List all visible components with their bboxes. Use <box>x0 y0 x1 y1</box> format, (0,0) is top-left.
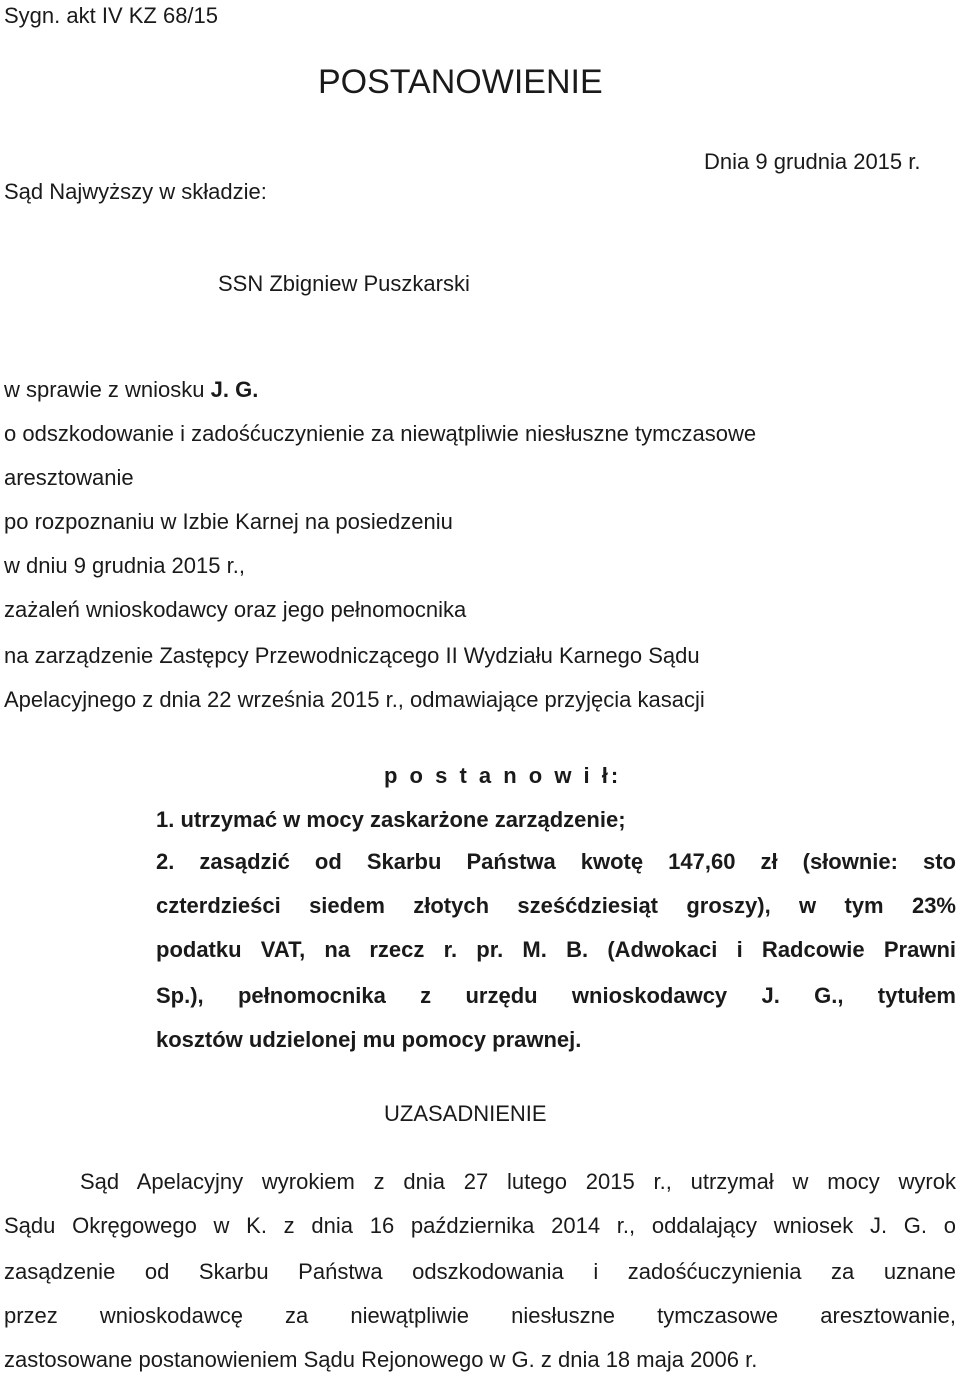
document-date: Dnia 9 grudnia 2015 r. <box>704 149 921 174</box>
justification-line-2: Sądu Okręgowego w K. z dnia 16 października 2014 r., oddalający wniosek J. G. o <box>4 1213 956 1238</box>
justification-line-5: zastosowane postanowieniem Sądu Rejonowego w G. z dnia 18 maja 2006 r. <box>4 1347 758 1372</box>
matter-line-4: po rozpoznaniu w Izbie Karnej na posiedzeniu <box>4 509 453 534</box>
matter-line-3: aresztowanie <box>4 465 134 490</box>
judge-name: SSN Zbigniew Puszkarski <box>218 271 470 296</box>
document-title: POSTANOWIENIE <box>318 63 603 101</box>
decision-item-2-line-1: 2. zasądzić od Skarbu Państwa kwotę 147,60 zł (słownie: sto <box>156 849 956 874</box>
justification-line-4: przez wnioskodawcę za niewątpliwie niesłuszne tymczasowe aresztowanie, <box>4 1303 956 1328</box>
court-composition-label: Sąd Najwyższy w składzie: <box>4 179 267 204</box>
applicant-name: J. G. <box>210 377 259 402</box>
justification-heading: UZASADNIENIE <box>384 1101 547 1126</box>
matter-line-5: w dniu 9 grudnia 2015 r., <box>4 553 245 578</box>
matter-line-7: na zarządzenie Zastępcy Przewodniczącego II Wydziału Karnego Sądu <box>4 643 700 668</box>
decision-item-2-line-3: podatku VAT, na rzecz r. pr. M. B. (Adwokaci i Radcowie Prawni <box>156 937 956 962</box>
decision-item-2-line-4: Sp.), pełnomocnika z urzędu wnioskodawcy J. G., tytułem <box>156 983 956 1008</box>
matter-line-6: zażaleń wnioskodawcy oraz jego pełnomocnika <box>4 597 467 622</box>
case-number: Sygn. akt IV KZ 68/15 <box>4 3 219 28</box>
decision-item-2-line-5: kosztów udzielonej mu pomocy prawnej. <box>156 1027 582 1052</box>
justification-line-3: zasądzenie od Skarbu Państwa odszkodowania i zadośćuczynienia za uznane <box>4 1259 956 1284</box>
matter-line-8: Apelacyjnego z dnia 22 września 2015 r., odmawiające przyjęcia kasacji <box>4 687 705 712</box>
decision-item-2-line-2: czterdzieści siedem złotych sześćdziesiąt groszy), w tym 23% <box>156 893 956 918</box>
matter-prefix: w sprawie z wniosku <box>4 377 211 402</box>
decision-item-1: 1. utrzymać w mocy zaskarżone zarządzenie; <box>156 807 626 832</box>
decision-heading: p o s t a n o w i ł: <box>384 763 622 788</box>
matter-line-1 <box>4 376 258 404</box>
matter-line-2: o odszkodowanie i zadośćuczynienie za niewątpliwie niesłuszne tymczasowe <box>4 421 757 446</box>
justification-line-1: Sąd Apelacyjny wyrokiem z dnia 27 lutego 2015 r., utrzymał w mocy wyrok <box>80 1169 956 1194</box>
